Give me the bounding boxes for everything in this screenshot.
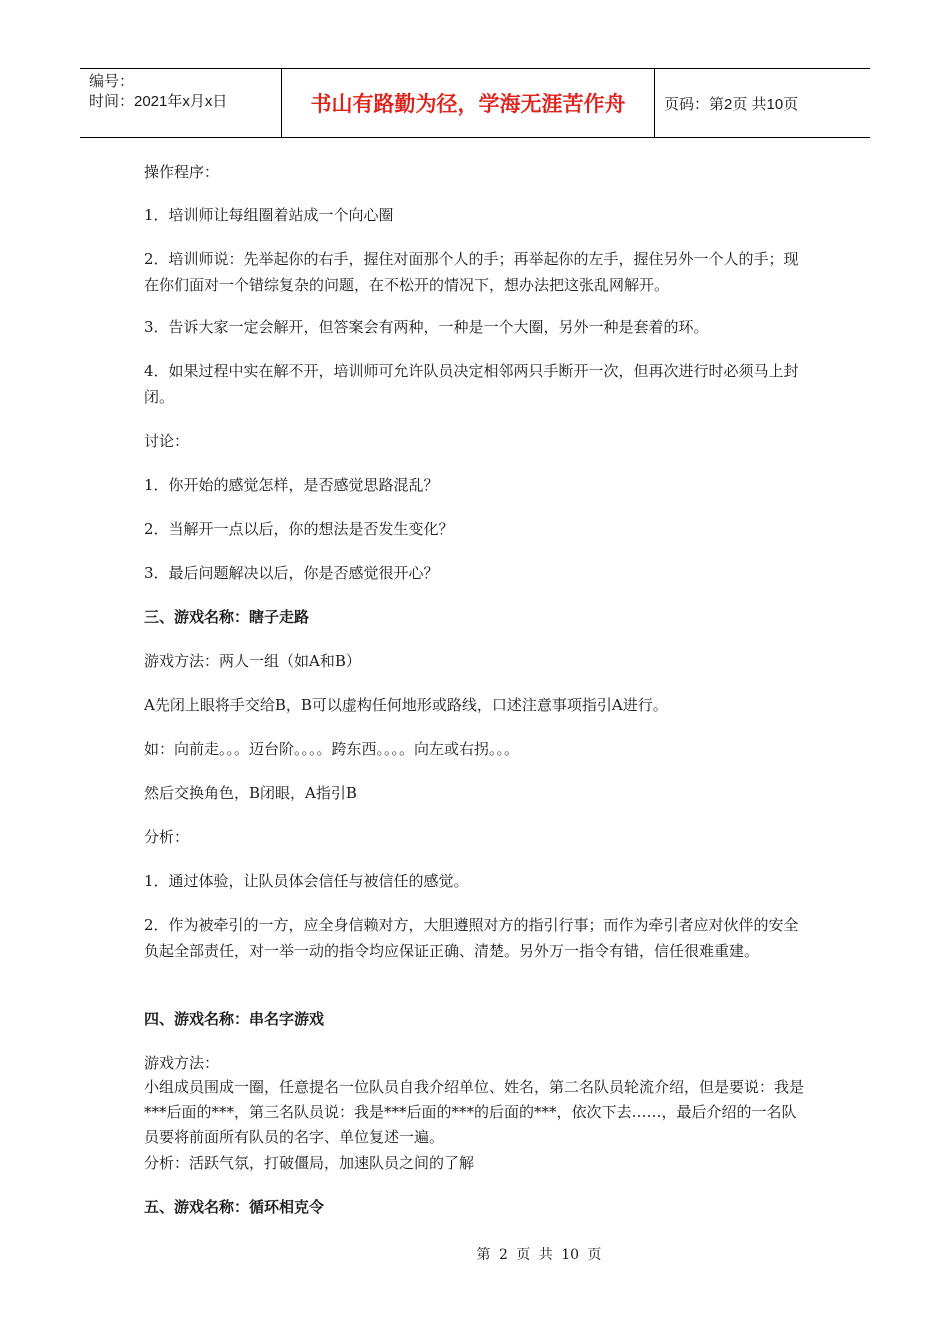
header-page-info: 页码：第2页 共10页 — [664, 95, 799, 113]
page-footer — [0, 1244, 950, 1264]
heading-game-3: 三、游戏名称：瞎子走路 — [144, 608, 310, 626]
game-4-method-text: 小组成员围成一圈，任意提名一位队员自我介绍单位、姓名，第二名队员轮流介绍，但是要说：我是***后面的***，第三名队员说：我是***后面的***的后面的***，依次下去……，最后介绍的一名队员要将前面所有队员的名字、单位复述一遍。 — [144, 1078, 805, 1146]
discussion-item-2: 2．当解开一点以后，你的想法是否发生变化？ — [144, 520, 454, 538]
analysis-item-1: 1．通过体验，让队员体会信任与被信任的感觉。 — [144, 872, 469, 890]
game-3-method: 游戏方法：两人一组（如A和B） — [144, 652, 361, 670]
analysis-item-2: 2．作为被牵引的一方，应全身信赖对方，大胆遵照对方的指引行事；而作为牵引者应对伙伴的安全负起全部责任，对一举一动的指令均应保证正确、清楚。另外万一指令有错，信任很难重建。 — [144, 916, 799, 960]
header-meta — [80, 69, 282, 137]
page-header — [80, 68, 870, 138]
heading-game-4: 四、游戏名称：串名字游戏 — [144, 1010, 325, 1028]
time-label: 时间：2021年x月x日 — [89, 93, 228, 110]
procedure-step-1: 1．培训师让每组圈着站成一个向心圈 — [144, 206, 394, 224]
game-4-analysis: 分析：活跃气氛，打破僵局，加速队员之间的了解 — [144, 1154, 475, 1172]
section-label-analysis: 分析： — [144, 828, 190, 846]
discussion-item-1: 1．你开始的感觉怎样，是否感觉思路混乱？ — [144, 476, 439, 494]
procedure-step-3: 3．告诉大家一定会解开，但答案会有两种，一种是一个大圈，另外一种是套着的环。 — [144, 318, 709, 336]
procedure-step-2: 2．培训师说：先举起你的右手，握住对面那个人的手；再举起你的左手，握住另外一个人的手；现在你们面对一个错综复杂的问题，在不松开的情况下，想办法把这张乱网解开。 — [144, 250, 799, 294]
procedure-step-4: 4．如果过程中实在解不开，培训师可允许队员决定相邻两只手断开一次，但再次进行时必须马上封闭。 — [144, 362, 799, 406]
section-label-discussion: 讨论： — [144, 432, 190, 450]
game-3-example: 如：向前走。。。迈台阶。。。。跨东西。。。。向左或右拐。。。 — [144, 740, 520, 758]
game-4-method-label: 游戏方法： — [144, 1054, 220, 1072]
header-motto: 书山有路勤为径，学海无涯苦作舟 — [282, 69, 655, 137]
footer-page-number: 第 2 页 共 10 页 — [476, 1247, 602, 1263]
game-3-switch: 然后交换角色，B闭眼，A指引B — [144, 784, 357, 802]
heading-game-5: 五、游戏名称：循环相克令 — [144, 1198, 325, 1216]
number-label: 编号： — [89, 73, 135, 90]
section-label-procedure: 操作程序： — [144, 163, 220, 181]
game-3-instruction: A先闭上眼将手交给B，B可以虚构任何地形或路线，口述注意事项指引A进行。 — [144, 696, 668, 714]
discussion-item-3: 3．最后问题解决以后，你是否感觉很开心？ — [144, 564, 439, 582]
